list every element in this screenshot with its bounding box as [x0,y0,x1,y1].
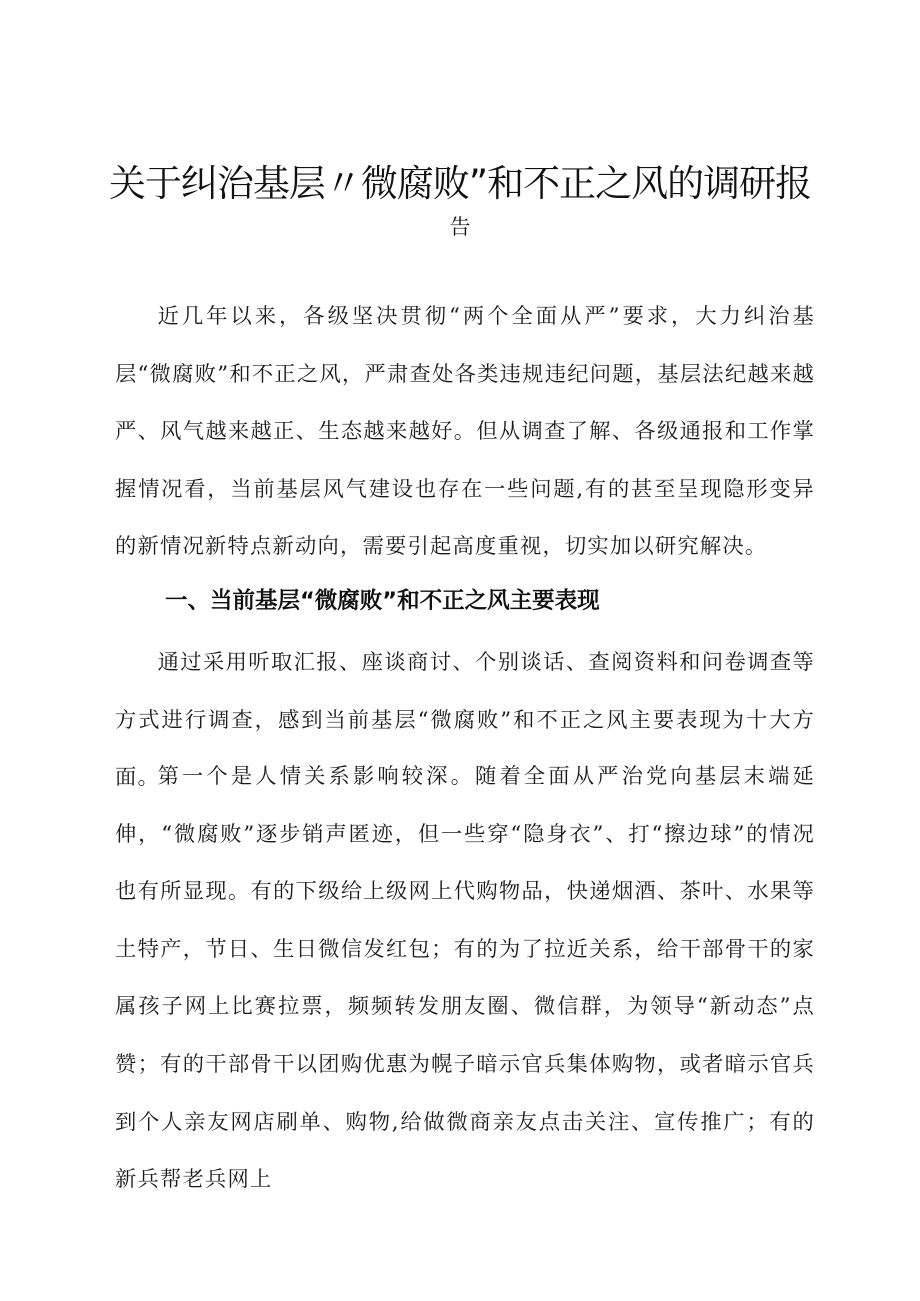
document-title: 关于纠治基层〃微腐败”和不正之风的调研报 [108,162,812,205]
paragraph-intro: 近几年以来，各级坚决贯彻“两个全面从严”要求，大力纠治基层“微腐败”和不正之风，严肃查处各类违规违纪问题，基层法纪越来越严、风气越来越正、生态越来越好。但从调查了解、各级通报和工作掌握情况看，当前基层风气建设也存在一些问题,有的甚至呈现隐形变异的新情况新特点新动向，需要引起高度重视，切实加以研究解决。 [115,304,815,560]
section-heading: 一、当前基层“微腐败”和不正之风主要表现 [165,588,600,614]
document-title-continuation: 告 [449,215,471,239]
paragraph-method: 通过采用听取汇报、座谈商讨、个别谈话、查阅资料和问卷调查等方式进行调查，感到当前基层“微腐败”和不正之风主要表现为十大方面。 [115,650,815,791]
paragraph-first-point: 第一个是人情关系影响较深。随着全面从严治党向基层末端延伸，“微腐败”逐步销声匿迹，但一些穿“隐身衣”、打“擦边球”的情况也有所显现。有的下级给上级网上代购物品，快递烟酒、茶叶、水果等土特产，节日、生日微信发红包；有的为了拉近关系，给干部骨干的家属孩子网上比赛拉票，频频转发朋友圈、微信群，为领导“新动态”点赞；有的干部骨干以团购优惠为幌子暗示官兵集体购物，或者暗示官兵到个人亲友网店刷单、购物,给做微商亲友点击关注、宣传推广；有的新兵帮老兵网上 [115,764,815,1193]
